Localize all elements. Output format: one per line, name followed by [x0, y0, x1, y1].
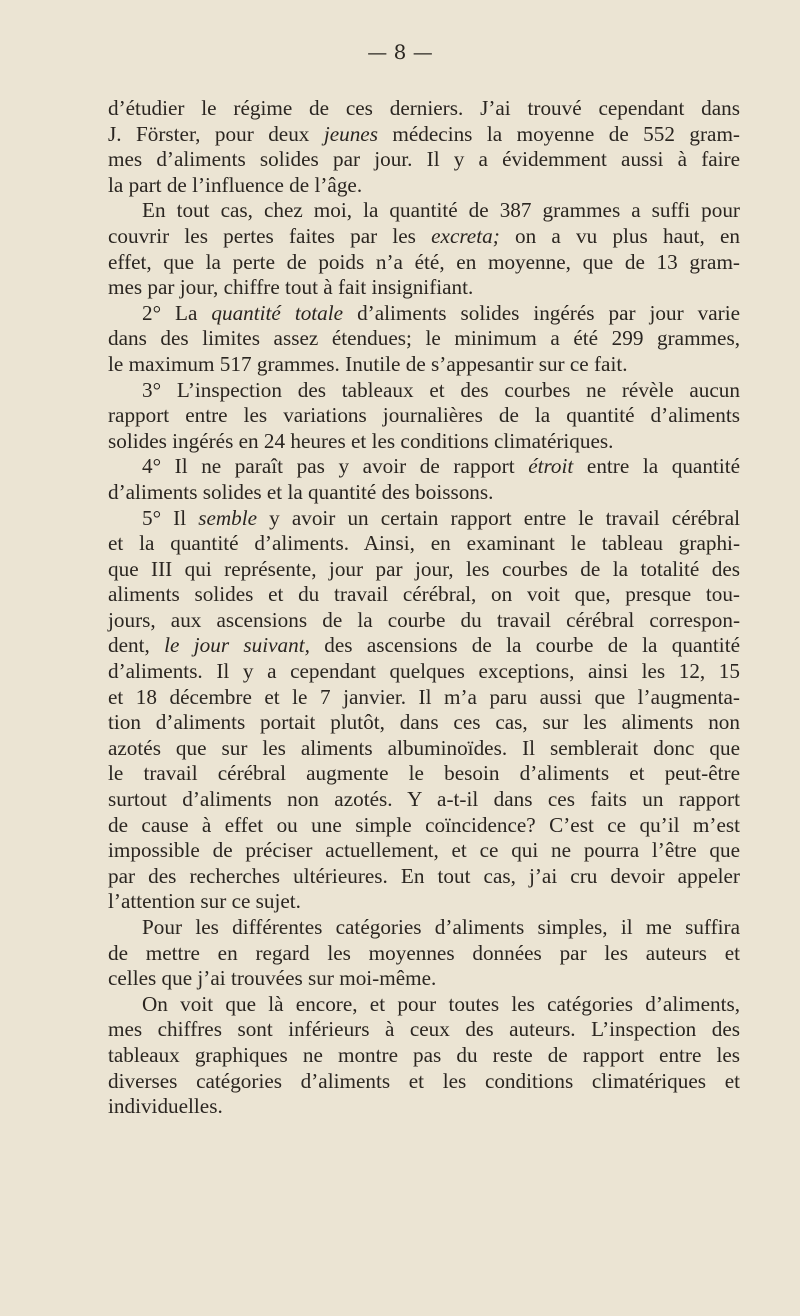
text-line: jours, aux ascensions de la courbe du travail cérébral correspon- [108, 607, 740, 632]
text-segment: dent, [108, 633, 165, 658]
text-line: diverses catégories d’aliments et les conditions climatériques et [108, 1068, 740, 1093]
text-line [108, 506, 740, 532]
text-line: par des recherches ultérieures. En tout cas, j’ai cru devoir appeler [108, 863, 740, 888]
text-line: de cause à effet ou une simple coïncidence? C’est ce qu’il m’est [108, 812, 740, 837]
text-line: solides ingérés en 24 heures et les conditions climatériques. [108, 428, 614, 453]
text-line: mes chiffres sont inférieurs à ceux des auteurs. L’inspection des [108, 1017, 740, 1042]
text-line: et la quantité d’aliments. Ainsi, en examinant le tableau graphi- [108, 531, 740, 556]
text-line: et 18 décembre et le 7 janvier. Il m’a paru aussi que l’augmenta- [108, 684, 740, 709]
text-line [108, 633, 740, 659]
page-number: — 8 — [367, 40, 433, 64]
text-line [108, 122, 740, 148]
body-text [108, 96, 740, 1120]
italic-segment: le jour suivant, [164, 633, 310, 658]
text-line: de mettre en regard les moyennes données par les auteurs et [108, 940, 740, 965]
text-segment: 5° Il [142, 505, 199, 530]
text-line: mes d’aliments solides par jour. Il y a évidemment aussi à faire [108, 147, 740, 172]
italic-segment: étroit [528, 454, 574, 479]
text-line: le maximum 517 grammes. Inutile de s’appesantir sur ce fait. [108, 351, 628, 376]
text-line: d’aliments. Il y a cependant quelques exceptions, ainsi les 12, 15 [108, 659, 740, 684]
text-line: mes par jour, chiffre tout à fait insignifiant. [108, 275, 474, 300]
text-segment: 4° Il ne paraît pas y avoir de rapport [142, 454, 529, 479]
text-line: On voit que là encore, et pour toutes les catégories d’aliments, [142, 991, 740, 1016]
text-segment: des ascensions de la courbe de la quantité [309, 633, 740, 658]
text-segment: d’aliments solides ingérés par jour varie [343, 300, 740, 325]
text-line: En tout cas, chez moi, la quantité de 387 grammes a suffi pour [142, 198, 740, 223]
text-line: d’aliments solides et la quantité des boissons. [108, 479, 494, 504]
italic-segment: quantité totale [211, 300, 344, 325]
text-segment: couvrir les pertes faites par les [108, 223, 432, 248]
text-line: l’attention sur ce sujet. [108, 889, 301, 914]
italic-segment: jeunes [323, 121, 378, 146]
text-line: dans des limites assez étendues; le minimum a été 299 grammes, [108, 326, 740, 351]
text-segment: on a vu plus haut, en [499, 223, 740, 248]
italic-segment: semble [198, 505, 258, 530]
text-line: tableaux graphiques ne montre pas du reste de rapport entre les [108, 1042, 740, 1067]
text-line: la part de l’influence de l’âge. [108, 172, 363, 197]
text-line: d’étudier le régime de ces derniers. J’ai trouvé cependant dans [108, 96, 740, 120]
text-line: Pour les différentes catégories d’aliments simples, il me suffira [142, 915, 740, 939]
text-line: le travail cérébral augmente le besoin d’aliments et peut-être [108, 761, 740, 786]
text-line: azotés que sur les aliments albuminoïdes. Il semblerait donc que [108, 735, 740, 760]
text-line: que III qui représente, jour par jour, les courbes de la totalité des [108, 556, 740, 581]
text-line: tion d’aliments portait plutôt, dans ces cas, sur les aliments non [108, 710, 740, 735]
text-line: rapport entre les variations journalières de la quantité d’aliments [108, 403, 740, 428]
text-line: surtout d’aliments non azotés. Y a-t-il dans ces faits un rapport [108, 787, 740, 812]
text-segment: 2° La [142, 300, 212, 325]
text-segment: médecins la moyenne de 552 gram- [377, 121, 740, 146]
text-line [108, 301, 740, 327]
text-line: 3° L’inspection des tableaux et des courbes ne révèle aucun [142, 377, 740, 402]
text-line: impossible de préciser actuellement, et ce qui ne pourra l’être que [108, 838, 740, 863]
text-segment: J. Förster, pour deux [108, 121, 324, 146]
text-line: effet, que la perte de poids n’a été, en moyenne, que de 13 gram- [108, 249, 740, 274]
text-line: aliments solides et du travail cérébral, on voit que, presque tou- [108, 582, 740, 607]
italic-segment: excreta; [431, 223, 500, 248]
text-segment: entre la quantité [573, 454, 740, 479]
text-line [108, 454, 740, 480]
text-segment: y avoir un certain rapport entre le travail cérébral [257, 505, 740, 530]
text-line: celles que j’ai trouvées sur moi-même. [108, 966, 437, 991]
text-line [108, 224, 740, 250]
text-line: individuelles. [108, 1094, 223, 1119]
